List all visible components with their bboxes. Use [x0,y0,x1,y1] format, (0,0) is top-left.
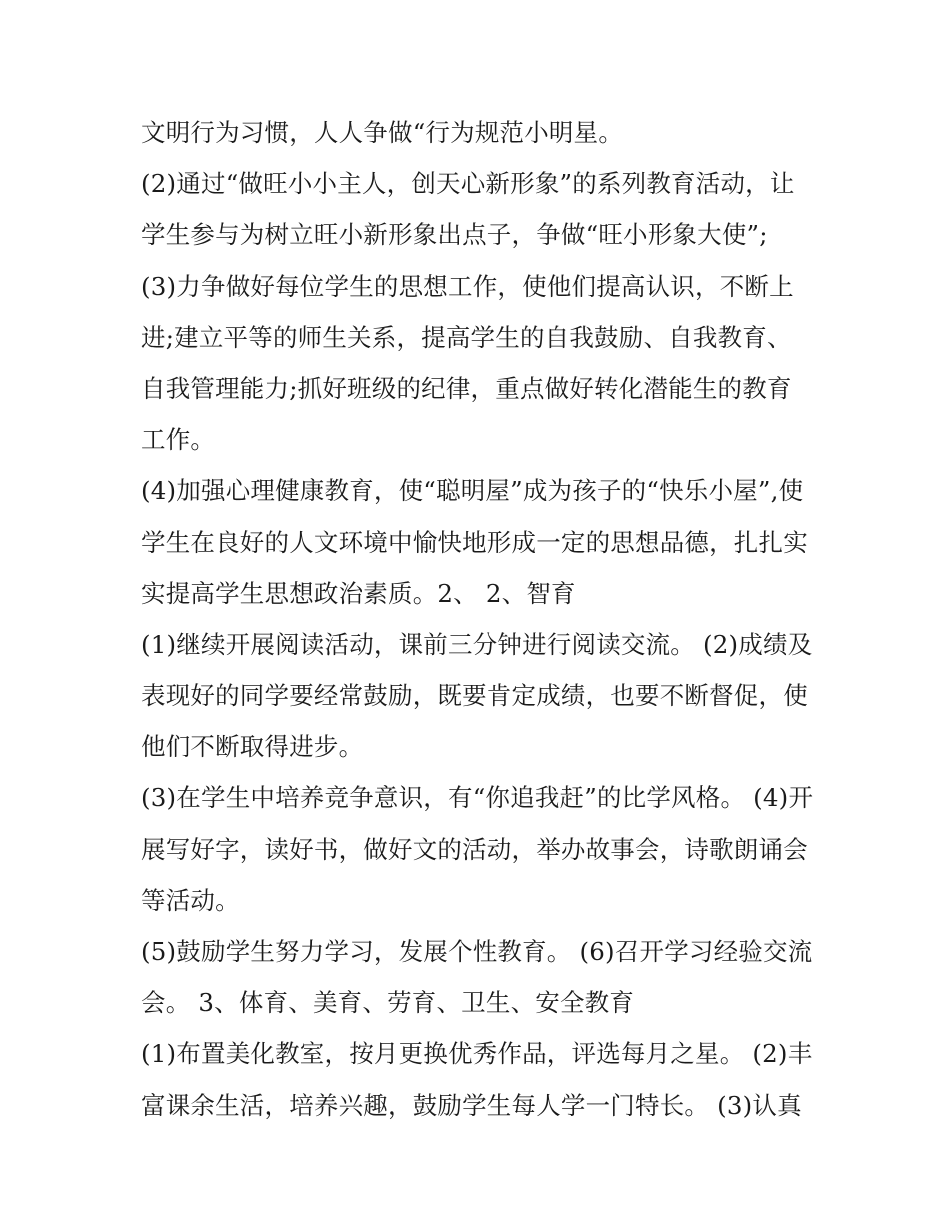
text-line: 进;建立平等的师生关系，提高学生的自我鼓励、自我教育、 [141,322,792,352]
text-line: 展写好字，读好书，做好文的活动，举办故事会，诗歌朗诵会 [141,834,808,864]
text-line: (3)在学生中培养竞争意识，有“你追我赶”的比学风格。 (4)开 [141,783,814,813]
text-line: 等活动。 [141,885,240,915]
text-line: 学生参与为树立旺小新形象出点子，争做“旺小形象大使”; [141,220,768,250]
text-line: 他们不断取得进步。 [141,732,364,762]
text-line: 会。 3、体育、美育、劳育、卫生、安全教育 [141,988,635,1018]
text-line: 富课余生活，培养兴趣，鼓励学生每人学一门特长。 (3)认真 [141,1090,802,1120]
text-line: (5)鼓励学生努力学习，发展个性教育。 (6)召开学习经验交流 [141,937,813,966]
text-line: (4)加强心理健康教育，使“聪明屋”成为孩子的“快乐小屋”,使 [141,476,804,506]
text-line: 表现好的同学要经常鼓励，既要肯定成绩，也要不断督促，使 [141,681,808,711]
text-line: (3)力争做好每位学生的思想工作，使他们提高认识，不断上 [141,271,794,301]
text-line: 实提高学生思想政治素质。2、 2、智育 [141,578,576,608]
text-line: (1)布置美化教室，按月更换优秀作品，评选每月之星。 (2)丰 [141,1039,813,1069]
text-line: 文明行为习惯，人人争做“行为规范小明星。 [141,118,624,147]
text-line: 工作。 [141,425,216,455]
text-line: (2)通过“做旺小小主人，创天心新形象”的系列教育活动，让 [141,169,795,199]
document-body [141,107,831,1131]
text-line: 自我管理能力;抓好班级的纪律，重点做好转化潜能生的教育 [141,373,792,403]
text-line: 学生在良好的人文环境中愉快地形成一定的思想品德，扎扎实 [141,527,808,557]
text-line: (1)继续开展阅读活动，课前三分钟进行阅读交流。 (2)成绩及 [141,629,813,659]
